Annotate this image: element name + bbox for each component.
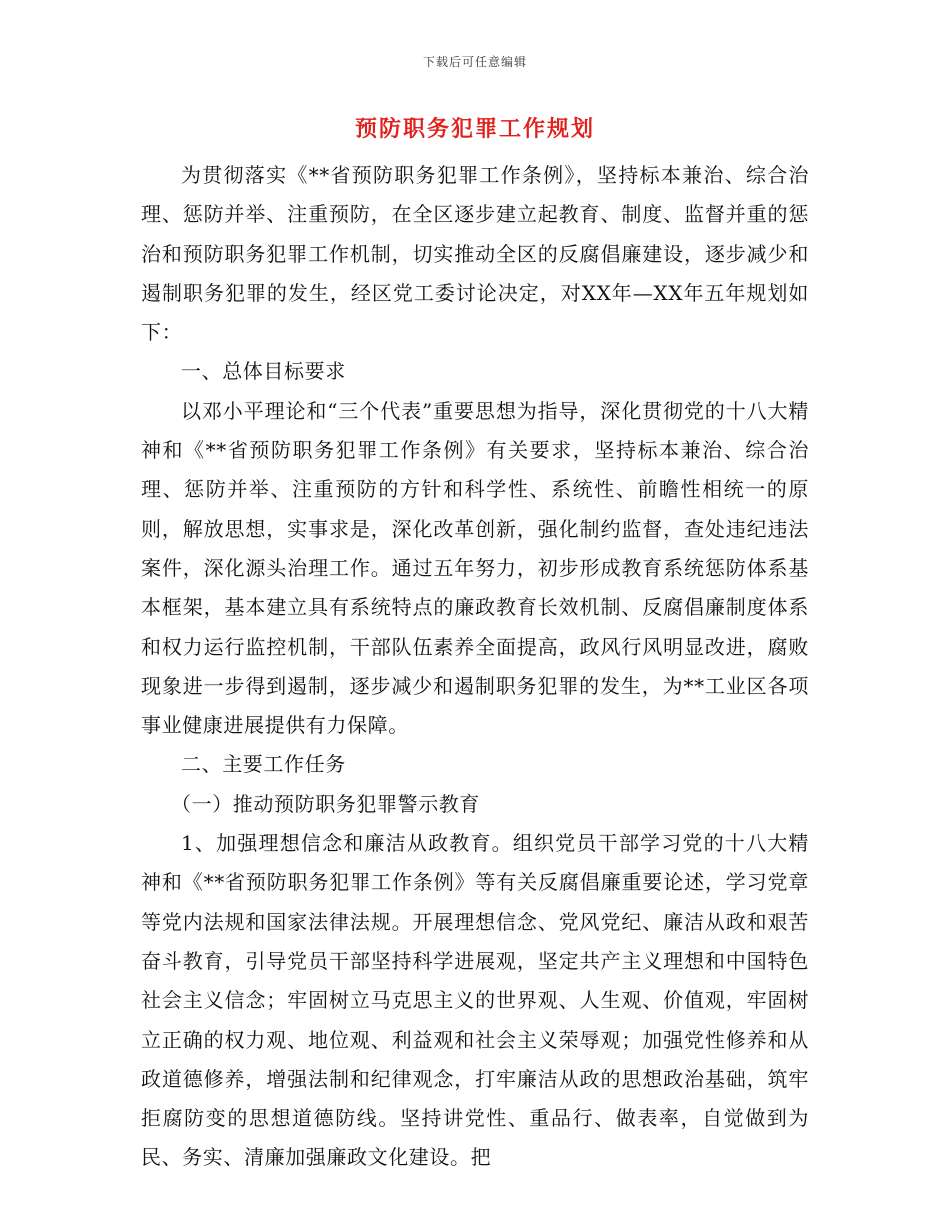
- intro-paragraph: 为贯彻落实《**省预防职务犯罪工作条例》，坚持标本兼治、综合治理、惩防并举、注重预防，在全区逐步建立起教育、制度、监督并重的惩治和预防职务犯罪工作机制，切实推动全区的反腐倡廉建设，逐步减少和遏制职务犯罪的发生，经区党工委讨论决定，对XX年—XX年五年规划如下：: [141, 163, 809, 345]
- document-title: 预防职务犯罪工作规划: [354, 116, 595, 142]
- section-1-paragraph: 以邓小平理论和“三个代表”重要思想为指导，深化贯彻党的十八大精神和《**省预防职务犯罪工作条例》有关要求，坚持标本兼治、综合治理、惩防并举、注重预防的方针和科学性、系统性、前瞻性相统一的原则，解放思想，实事求是，深化改革创新，强化制约监督，查处违纪违法案件，深化源头治理工作。通过五年努力，初步形成教育系统惩防体系基本框架，基本建立具有系统特点的廉政教育长效机制、反腐倡廉制度体系和权力运行监控机制，干部队伍素养全面提高，政风行风明显改进，腐败现象进一步得到遏制，逐步减少和遏制职务犯罪的发生，为**工业区各项事业健康进展提供有力保障。: [141, 398, 809, 738]
- header-note: 下载后可任意编辑: [422, 55, 527, 69]
- item-1-paragraph: 1、加强理想信念和廉洁从政教育。组织党员干部学习党的十八大精神和《**省预防职务犯罪工作条例》等有关反腐倡廉重要论述，学习党章等党内法规和国家法律法规。开展理想信念、党风党纪、廉洁从政和艰苦奋斗教育，引导党员干部坚持科学进展观，坚定共产主义理想和中国特色社会主义信念；牢固树立马克思主义的世界观、人生观、价值观，牢固树立正确的权力观、地位观、利益观和社会主义荣辱观；加强党性修养和从政道德修养，增强法制和纪律观念，打牢廉洁从政的思想政治基础，筑牢拒腐防变的思想道德防线。坚持讲党性、重品行、做表率，自觉做到为民、务实、清廉加强廉政文化建设。把: [141, 831, 809, 1170]
- section-heading-2: 二、主要工作任务: [181, 752, 346, 777]
- subsection-heading-1: （一）推动预防职务犯罪警示教育: [171, 791, 480, 816]
- document-body: [141, 156, 809, 1178]
- section-heading-1: 一、总体目标要求: [181, 359, 346, 384]
